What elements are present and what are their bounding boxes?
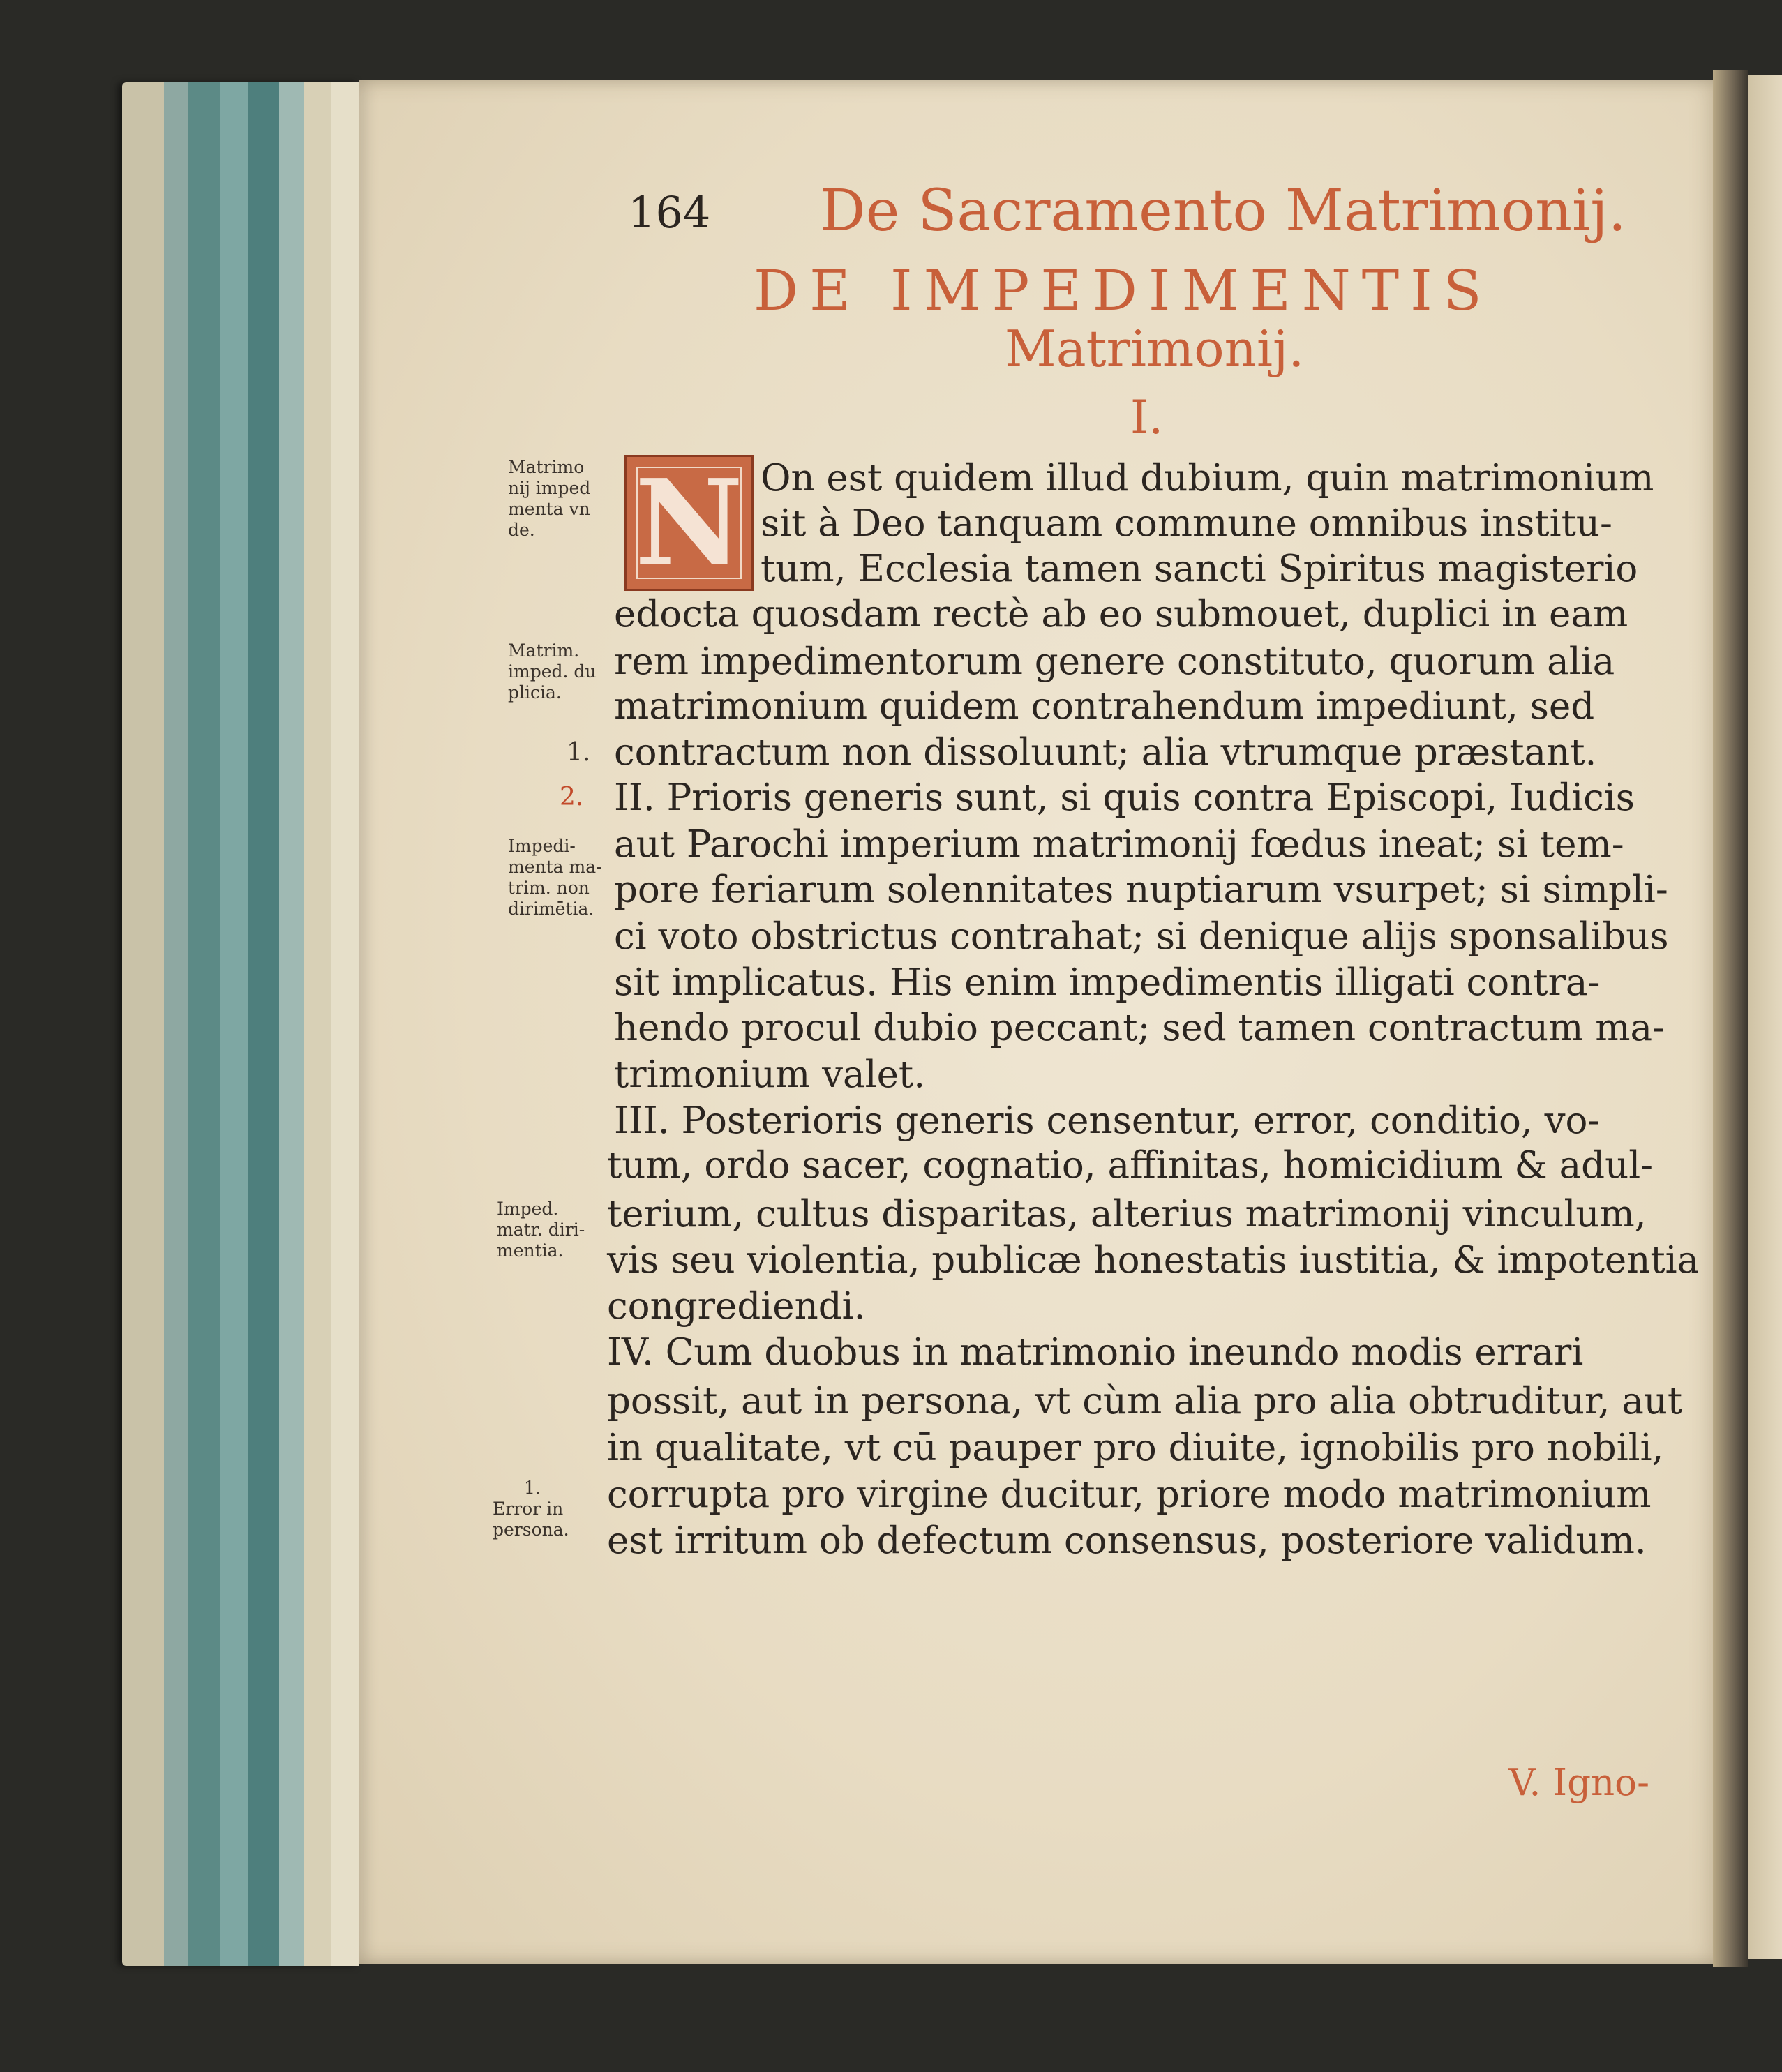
margin-note: 1. Error in persona. bbox=[493, 1478, 569, 1540]
catchword: V. Igno- bbox=[1508, 1762, 1649, 1804]
margin-note: Matrimo nij imped menta vn de. bbox=[508, 457, 591, 540]
body-line: possit, aut in persona, vt cùm alia pro alia obtruditur, aut bbox=[607, 1380, 1683, 1422]
body-line: tum, Ecclesia tamen sancti Spiritus magisterio bbox=[761, 548, 1638, 590]
body-line: rem impedimentorum genere constituto, quorum alia bbox=[614, 640, 1615, 683]
body-line: terium, cultus disparitas, alterius matrimonij vinculum, bbox=[607, 1193, 1647, 1236]
body-line: vis seu violentia, publicæ honestatis iustitia, & impotentia bbox=[607, 1239, 1700, 1282]
body-line: sit à Deo tanquam commune omnibus institu- bbox=[761, 502, 1612, 545]
body-line: On est quidem illud dubium, quin matrimonium bbox=[761, 457, 1654, 500]
running-header: De Sacramento Matrimonij. bbox=[820, 178, 1626, 244]
margin-note: Impedi- menta ma- trim. non dirimētia. bbox=[508, 836, 602, 919]
body-line: hendo procul dubio peccant; sed tamen contractum ma- bbox=[614, 1007, 1665, 1049]
body-line: III. Posterioris generis censentur, error, conditio, vo- bbox=[614, 1099, 1601, 1142]
section-title: DE IMPEDIMENTIS bbox=[754, 258, 1493, 323]
body-line: contractum non dissoluunt; alia vtrumque præstant. bbox=[614, 731, 1597, 774]
body-line: IV. Cum duobus in matrimonio ineundo modis errari bbox=[607, 1331, 1584, 1374]
body-line: trimonium valet. bbox=[614, 1053, 926, 1096]
page-number: 164 bbox=[628, 187, 711, 238]
body-line: ci voto obstrictus contrahat; si denique alijs sponsalibus bbox=[614, 915, 1669, 958]
margin-note: Imped. matr. diri- mentia. bbox=[497, 1199, 585, 1261]
body-line: aut Parochi imperium matrimonij fœdus ineat; si tem- bbox=[614, 823, 1624, 866]
body-line: corrupta pro virgine ducitur, priore modo matrimonium bbox=[607, 1473, 1652, 1516]
margin-number: 2. bbox=[560, 783, 584, 811]
body-line: sit implicatus. His enim impedimentis illigati contra- bbox=[614, 961, 1601, 1004]
page-recto-edge bbox=[1748, 75, 1782, 1959]
body-line: pore feriarum solennitates nuptiarum vsurpet; si simpli- bbox=[614, 869, 1668, 911]
book-gutter bbox=[1713, 70, 1748, 1967]
body-line: est irritum ob defectum consensus, posteriore validum. bbox=[607, 1519, 1647, 1562]
body-line: congrediendi. bbox=[607, 1285, 866, 1328]
page-edges bbox=[122, 82, 359, 1966]
margin-number: 1. bbox=[567, 738, 591, 767]
section-subtitle: Matrimonij. bbox=[1005, 320, 1305, 378]
body-line: matrimonium quidem contrahendum impediunt, sed bbox=[614, 685, 1595, 728]
body-line: in qualitate, vt cū pauper pro diuite, ignobilis pro nobili, bbox=[607, 1427, 1664, 1469]
body-line: edocta quosdam rectè ab eo submouet, duplici in eam bbox=[614, 593, 1628, 636]
margin-note: Matrim. imped. du plicia. bbox=[508, 640, 597, 703]
body-line: tum, ordo sacer, cognatio, affinitas, homicidium & adul- bbox=[607, 1144, 1654, 1187]
body-line: II. Prioris generis sunt, si quis contra Episcopi, Iudicis bbox=[614, 776, 1635, 819]
decorated-initial: N bbox=[624, 455, 754, 591]
section-number: I. bbox=[1130, 391, 1164, 444]
